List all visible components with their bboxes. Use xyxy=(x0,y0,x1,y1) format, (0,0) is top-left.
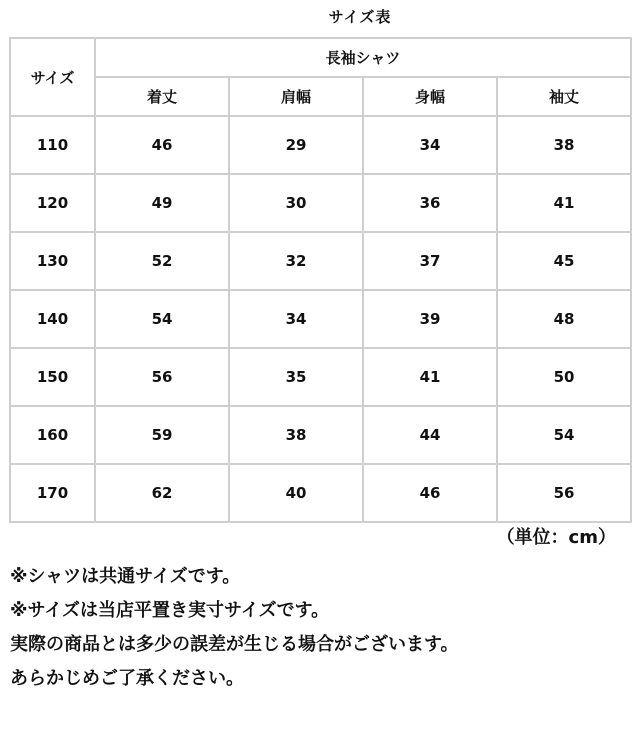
size-cell: 130 xyxy=(10,232,95,290)
value-cell: 40 xyxy=(229,464,363,522)
unit-label: （単位：cm） xyxy=(496,527,616,548)
table-header-row xyxy=(10,38,631,77)
value-cell: 34 xyxy=(363,116,497,174)
value-cell: 36 xyxy=(363,174,497,232)
column-header-chest: 身幅 xyxy=(363,77,497,116)
note-line: あらかじめご了承ください。 xyxy=(10,668,244,689)
size-cell: 160 xyxy=(10,406,95,464)
size-cell: 120 xyxy=(10,174,95,232)
value-cell: 44 xyxy=(363,406,497,464)
table-subheader-row xyxy=(10,77,631,116)
size-table xyxy=(9,37,632,523)
table-row xyxy=(10,116,631,174)
notes xyxy=(10,560,459,696)
group-header: 長袖シャツ xyxy=(95,38,631,77)
table-row xyxy=(10,290,631,348)
value-cell: 29 xyxy=(229,116,363,174)
value-cell: 48 xyxy=(497,290,631,348)
column-header-sleeve: 袖丈 xyxy=(497,77,631,116)
value-cell: 52 xyxy=(95,232,229,290)
note-line: ※シャツは共通サイズです。 xyxy=(10,566,241,587)
value-cell: 38 xyxy=(229,406,363,464)
value-cell: 46 xyxy=(363,464,497,522)
value-cell: 45 xyxy=(497,232,631,290)
table-row xyxy=(10,232,631,290)
value-cell: 54 xyxy=(95,290,229,348)
value-cell: 56 xyxy=(95,348,229,406)
value-cell: 54 xyxy=(497,406,631,464)
value-cell: 56 xyxy=(497,464,631,522)
size-cell: 150 xyxy=(10,348,95,406)
size-cell: 140 xyxy=(10,290,95,348)
title-wrapper xyxy=(0,6,640,27)
value-cell: 41 xyxy=(363,348,497,406)
table-row xyxy=(10,348,631,406)
column-header-shoulder: 肩幅 xyxy=(229,77,363,116)
value-cell: 49 xyxy=(95,174,229,232)
note-line: ※サイズは当店平置き実寸サイズです。 xyxy=(10,600,330,621)
value-cell: 38 xyxy=(497,116,631,174)
table-row xyxy=(10,406,631,464)
value-cell: 35 xyxy=(229,348,363,406)
value-cell: 37 xyxy=(363,232,497,290)
value-cell: 62 xyxy=(95,464,229,522)
value-cell: 39 xyxy=(363,290,497,348)
table-row xyxy=(10,464,631,522)
value-cell: 32 xyxy=(229,232,363,290)
value-cell: 34 xyxy=(229,290,363,348)
page-title: サイズ表 xyxy=(328,8,392,26)
column-header-length: 着丈 xyxy=(95,77,229,116)
size-cell: 110 xyxy=(10,116,95,174)
size-cell: 170 xyxy=(10,464,95,522)
value-cell: 46 xyxy=(95,116,229,174)
size-column-header: サイズ xyxy=(10,38,95,116)
value-cell: 41 xyxy=(497,174,631,232)
note-line: 実際の商品とは多少の誤差が生じる場合がございます。 xyxy=(10,634,459,655)
value-cell: 30 xyxy=(229,174,363,232)
table-row xyxy=(10,174,631,232)
value-cell: 59 xyxy=(95,406,229,464)
value-cell: 50 xyxy=(497,348,631,406)
